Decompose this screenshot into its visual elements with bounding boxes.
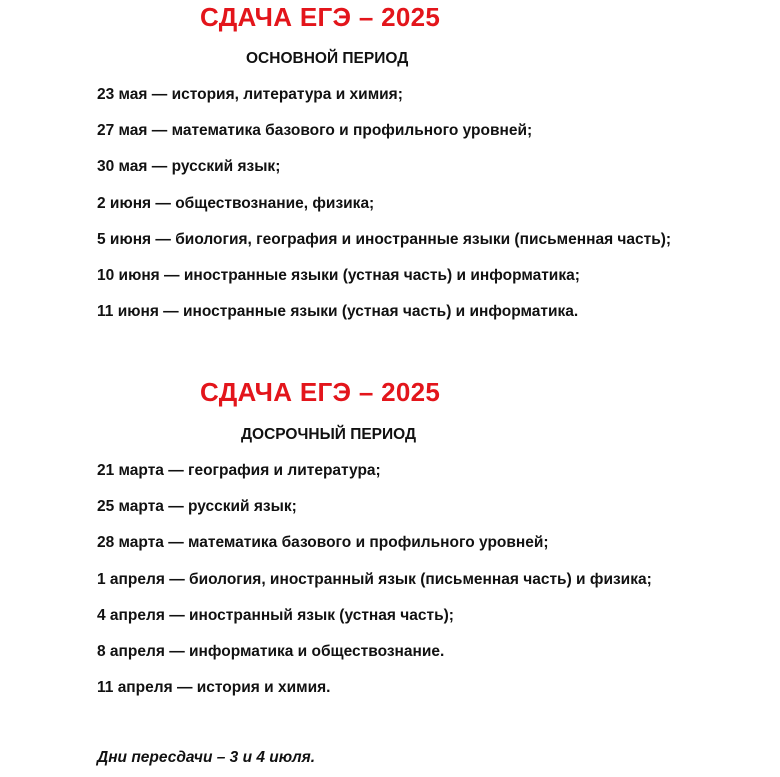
schedule-item: 10 июня — иностранные языки (устная часть) и информатика; xyxy=(97,266,580,284)
schedule-item: 11 апреля — история и химия. xyxy=(97,679,331,697)
schedule-item: 11 июня — иностранные языки (устная часть) и информатика. xyxy=(97,303,579,321)
schedule-item: 28 марта — математика базового и профильного уровней; xyxy=(97,534,549,552)
retake-note: Дни пересдачи – 3 и 4 июля. xyxy=(97,749,316,766)
schedule-item: 2 июня — обществознание, физика; xyxy=(97,194,375,212)
schedule-item: 21 марта — география и литература; xyxy=(97,462,381,479)
early-period-schedule-list xyxy=(97,461,652,714)
main-period-subtitle: ОСНОВНОЙ ПЕРИОД xyxy=(246,50,409,67)
schedule-item: 4 апреля — иностранный язык (устная часть); xyxy=(97,606,454,624)
schedule-item: 5 июня — биология, география и иностранные языки (письменная часть); xyxy=(97,230,672,248)
main-period-title: СДАЧА ЕГЭ – 2025 xyxy=(200,2,441,32)
main-period-schedule-list xyxy=(97,85,671,338)
early-period-title: СДАЧА ЕГЭ – 2025 xyxy=(200,377,441,407)
schedule-item: 25 марта — русский язык; xyxy=(97,498,297,516)
schedule-item: 1 апреля — биология, иностранный язык (письменная часть) и физика; xyxy=(97,570,652,588)
schedule-item: 23 мая — история, литература и химия; xyxy=(97,86,403,103)
schedule-item: 8 апреля — информатика и обществознание. xyxy=(97,642,445,660)
schedule-item: 30 мая — русский язык; xyxy=(97,158,281,176)
early-period-subtitle: ДОСРОЧНЫЙ ПЕРИОД xyxy=(241,426,417,443)
schedule-item: 27 мая — математика базового и профильного уровней; xyxy=(97,122,533,140)
